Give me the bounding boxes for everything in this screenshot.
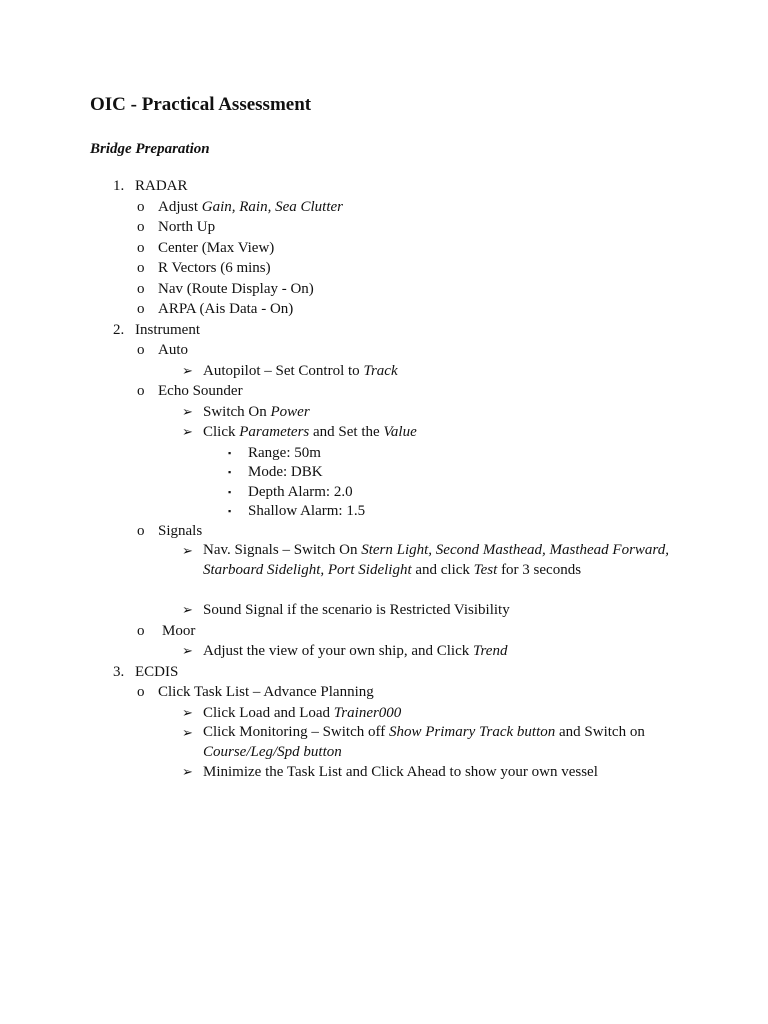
circle-bullet-icon: o bbox=[137, 684, 145, 700]
item-emphasis: Trainer000 bbox=[333, 704, 402, 721]
list-item bbox=[0, 641, 768, 662]
list-item bbox=[0, 482, 768, 502]
item-number: 1. bbox=[113, 178, 125, 194]
item-emphasis: Track bbox=[363, 362, 398, 379]
item-emphasis: Gain, Rain, Sea Clutter bbox=[201, 198, 344, 215]
item-text: Signals bbox=[158, 522, 203, 539]
item-text: Click Task List – Advance Planning bbox=[158, 684, 374, 700]
arrow-bullet-icon: ➢ bbox=[182, 403, 193, 419]
item-text: Mode: DBK bbox=[248, 464, 323, 480]
item-number: 2. bbox=[113, 321, 125, 338]
item-text: and Set the bbox=[309, 424, 384, 440]
item-text: North Up bbox=[158, 219, 216, 235]
arrow-bullet-icon: ➢ bbox=[182, 764, 193, 779]
arrow-bullet-icon: ➢ bbox=[182, 602, 193, 617]
item-emphasis: Show Primary Track button bbox=[388, 724, 556, 740]
item-text: Shallow Alarm: 1.5 bbox=[248, 503, 366, 519]
square-bullet-icon: ▪ bbox=[228, 467, 232, 477]
arrow-bullet-icon: ➢ bbox=[182, 643, 193, 658]
item-emphasis: Stern Light, Second Masthead, Masthead Forward, Starboard Sidelight, Port Sidelight bbox=[203, 542, 669, 578]
list-item bbox=[0, 762, 768, 783]
circle-bullet-icon: o bbox=[137, 301, 145, 317]
item-text: Adjust the view of your own ship, and Click bbox=[203, 643, 473, 659]
item-text: Nav. Signals – Switch On bbox=[203, 542, 362, 558]
item-emphasis: Trend bbox=[472, 643, 508, 659]
list-item bbox=[0, 541, 768, 600]
list-item bbox=[0, 381, 768, 402]
list-item bbox=[0, 299, 768, 320]
item-text: Click Load and Load bbox=[203, 704, 334, 721]
list-item bbox=[0, 340, 768, 361]
item-emphasis: Parameters bbox=[239, 424, 310, 440]
square-bullet-icon: ▪ bbox=[228, 486, 232, 497]
item-text: Adjust bbox=[158, 198, 202, 215]
circle-bullet-icon: o bbox=[137, 383, 145, 399]
item-emphasis: Course/Leg/Spd button bbox=[203, 743, 342, 760]
item-text: Moor bbox=[162, 622, 196, 639]
list-item bbox=[0, 238, 768, 259]
item-text: Sound Signal if the scenario is Restricted Visibility bbox=[203, 602, 510, 618]
item-text: R Vectors (6 mins) bbox=[158, 260, 271, 276]
item-text: Echo Sounder bbox=[158, 383, 243, 399]
item-text: and click bbox=[411, 561, 474, 578]
circle-bullet-icon: o bbox=[137, 280, 145, 297]
list-item bbox=[0, 422, 768, 443]
circle-bullet-icon: o bbox=[137, 342, 145, 358]
list-item bbox=[0, 621, 768, 642]
list-item bbox=[0, 682, 768, 703]
circle-bullet-icon: o bbox=[137, 198, 145, 215]
section-subtitle: Bridge Preparation bbox=[90, 141, 210, 157]
list-item bbox=[0, 600, 768, 621]
item-emphasis: Value bbox=[383, 424, 417, 440]
list-item bbox=[0, 443, 768, 463]
item-text: Range: 50m bbox=[248, 444, 321, 461]
item-text: Click Monitoring – Switch off bbox=[203, 724, 389, 740]
arrow-bullet-icon: ➢ bbox=[182, 725, 193, 740]
item-text: and Switch on bbox=[555, 724, 645, 740]
list-item bbox=[0, 662, 768, 683]
circle-bullet-icon: o bbox=[137, 522, 145, 539]
list-item bbox=[0, 703, 768, 724]
list-item bbox=[0, 402, 768, 423]
list-item bbox=[0, 279, 768, 300]
circle-bullet-icon: o bbox=[137, 622, 145, 639]
circle-bullet-icon: o bbox=[137, 260, 145, 276]
list-item bbox=[0, 501, 768, 521]
list-item bbox=[0, 462, 768, 482]
section-label: Instrument bbox=[135, 321, 200, 338]
section-label: RADAR bbox=[135, 178, 188, 194]
page-title: OIC - Practical Assessment bbox=[90, 94, 312, 115]
arrow-bullet-icon: ➢ bbox=[182, 543, 193, 558]
item-text: Auto bbox=[158, 342, 188, 358]
item-text: Click bbox=[203, 424, 240, 440]
square-bullet-icon: ▪ bbox=[228, 447, 232, 458]
list-item bbox=[0, 320, 768, 341]
list-item bbox=[0, 197, 768, 218]
circle-bullet-icon: o bbox=[137, 239, 145, 256]
item-text: ARPA (Ais Data - On) bbox=[158, 301, 294, 317]
item-text: Nav (Route Display - On) bbox=[158, 280, 314, 297]
item-emphasis: Test bbox=[473, 561, 498, 578]
list-item bbox=[0, 361, 768, 382]
item-text: Center (Max View) bbox=[158, 239, 275, 256]
list-item bbox=[0, 176, 768, 197]
list-item bbox=[0, 258, 768, 279]
checklist-outline bbox=[0, 176, 768, 783]
arrow-bullet-icon: ➢ bbox=[182, 362, 193, 378]
circle-bullet-icon: o bbox=[137, 219, 145, 235]
list-item bbox=[0, 723, 768, 762]
item-text: for 3 seconds bbox=[497, 561, 582, 578]
list-item bbox=[0, 217, 768, 238]
square-bullet-icon: ▪ bbox=[228, 506, 232, 516]
item-text: Depth Alarm: 2.0 bbox=[248, 483, 353, 500]
section-label: ECDIS bbox=[135, 663, 179, 680]
item-text: Autopilot – Set Control to bbox=[203, 362, 364, 379]
arrow-bullet-icon: ➢ bbox=[182, 424, 193, 439]
item-emphasis: Power bbox=[270, 403, 310, 420]
item-text: Minimize the Task List and Click Ahead to show your own vessel bbox=[203, 764, 598, 780]
item-text: Switch On bbox=[203, 403, 271, 420]
item-number: 3. bbox=[113, 663, 125, 680]
arrow-bullet-icon: ➢ bbox=[182, 704, 193, 720]
list-item bbox=[0, 521, 768, 542]
